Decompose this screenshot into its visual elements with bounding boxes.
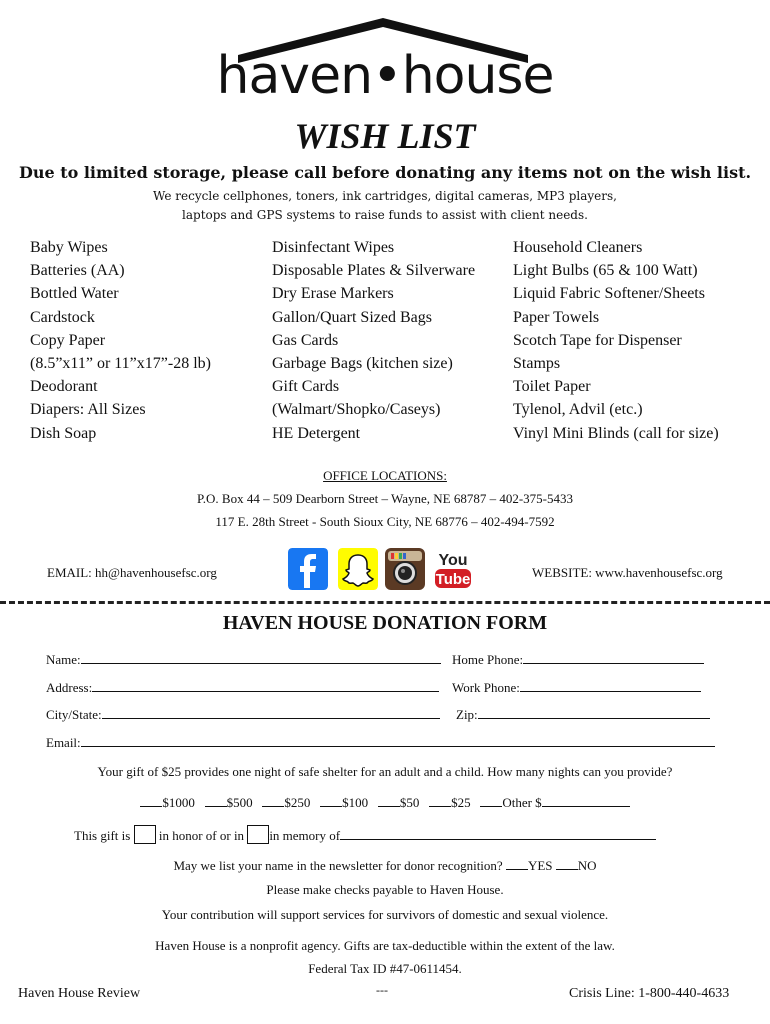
facebook-icon[interactable] xyxy=(288,548,328,590)
address-input-line[interactable] xyxy=(92,679,439,692)
list-item: Gift Cards xyxy=(272,378,340,396)
city-state-field xyxy=(46,706,440,723)
office-locations xyxy=(0,464,770,533)
amount-1000-blank[interactable] xyxy=(140,795,162,807)
list-item: Disposable Plates & Silverware xyxy=(272,262,476,280)
list-item: Dry Erase Markers xyxy=(272,285,394,303)
office-south-sioux-city: 117 E. 28th Street - South Sioux City, NE 68776 – 402-494-7592 xyxy=(215,514,555,529)
newsletter-yes-label: YES xyxy=(527,858,553,873)
storage-notice: Due to limited storage, please call before donating any items not on the wish list. xyxy=(18,163,752,182)
wishlist-column-2 xyxy=(272,236,475,445)
list-item: Vinyl Mini Blinds (call for size) xyxy=(513,424,719,442)
amount-25-label: $25 xyxy=(451,795,471,810)
memory-input-line[interactable] xyxy=(340,827,656,840)
list-item: Baby Wipes xyxy=(30,239,108,256)
list-item: Light Bulbs (65 & 100 Watt) xyxy=(513,262,698,280)
office-locations-heading: OFFICE LOCATIONS: xyxy=(323,468,447,483)
list-item: Batteries (AA) xyxy=(30,262,125,280)
home-phone-field xyxy=(452,651,704,668)
footer-crisis-line: Crisis Line: 1-800-440-4633 xyxy=(569,986,730,1001)
memory-checkbox[interactable] xyxy=(247,825,269,844)
instagram-icon[interactable] xyxy=(385,548,425,590)
tax-id-note: Federal Tax ID #47-0611454. xyxy=(308,961,462,976)
list-item: Tylenol, Advil (etc.) xyxy=(513,401,643,419)
list-item: Dish Soap xyxy=(30,424,97,442)
newsletter-yes-blank[interactable] xyxy=(506,858,528,870)
city-state-input-line[interactable] xyxy=(102,706,440,719)
list-item: Gallon/Quart Sized Bags xyxy=(272,308,432,326)
amount-50-label: $50 xyxy=(399,795,420,810)
newsletter-row xyxy=(0,858,770,874)
youtube-you-text: You xyxy=(438,552,468,569)
list-item: (8.5”x11” or 11”x17”-28 lb) xyxy=(30,355,211,373)
nonprofit-note: Haven House is a nonprofit agency. Gifts are tax-deductible within the extent of the law. xyxy=(155,938,615,953)
newsletter-no-label: NO xyxy=(577,858,597,873)
checks-payable-note: Please make checks payable to Haven House. xyxy=(266,882,504,897)
contact-email[interactable]: EMAIL: hh@havenhousefsc.org xyxy=(47,565,217,580)
list-item: Gas Cards xyxy=(272,331,339,349)
haven-house-logo: haven•house xyxy=(216,46,554,106)
address-label: Address: xyxy=(46,680,93,695)
home-phone-input-line[interactable] xyxy=(523,651,704,664)
honor-checkbox[interactable] xyxy=(134,825,156,844)
name-input-line[interactable] xyxy=(81,651,441,664)
amount-500-label: $500 xyxy=(226,795,253,810)
amount-1000-label: $1000 xyxy=(162,795,195,810)
work-phone-field xyxy=(452,679,701,696)
recycle-line-1: We recycle cellphones, toners, ink cartridges, digital cameras, MP3 players, xyxy=(153,189,617,203)
youtube-icon[interactable] xyxy=(433,548,473,590)
newsletter-no-blank[interactable] xyxy=(556,858,578,870)
name-label: Name: xyxy=(46,652,81,667)
email-field xyxy=(46,734,715,751)
donation-form-title: HAVEN HOUSE DONATION FORM xyxy=(222,612,548,634)
youtube-tube-text: Tube xyxy=(435,571,471,588)
email-input-line[interactable] xyxy=(81,734,715,747)
gift-is-label: This gift is xyxy=(74,828,131,843)
address-field xyxy=(46,679,439,696)
list-item: Bottled Water xyxy=(30,285,119,303)
list-item: Stamps xyxy=(513,355,561,373)
amount-250-label: $250 xyxy=(284,795,311,810)
gift-dedication-row xyxy=(74,825,656,844)
amount-50-blank[interactable] xyxy=(378,795,400,807)
amount-other-input-line[interactable] xyxy=(542,794,630,807)
zip-label: Zip: xyxy=(456,707,478,722)
page-title: WISH LIST xyxy=(294,116,476,156)
email-label: Email: xyxy=(46,735,81,750)
list-item: Liquid Fabric Softener/Sheets xyxy=(513,285,705,303)
gift-amount-options xyxy=(0,794,770,811)
list-item: Household Cleaners xyxy=(513,239,643,256)
list-item: Garbage Bags (kitchen size) xyxy=(272,355,453,373)
footer-publication: Haven House Review xyxy=(18,986,141,1001)
amount-other-label: Other $ xyxy=(502,795,542,810)
memory-label: in memory of xyxy=(269,828,341,843)
list-item: (Walmart/Shopko/Caseys) xyxy=(272,401,441,419)
list-item: Disinfectant Wipes xyxy=(272,239,395,256)
support-note: Your contribution will support services for survivors of domestic and sexual violence. xyxy=(161,907,609,922)
contact-website[interactable]: WEBSITE: www.havenhousefsc.org xyxy=(532,565,723,580)
wishlist-column-3 xyxy=(513,236,719,445)
amount-100-blank[interactable] xyxy=(320,795,342,807)
newsletter-prompt: May we list your name in the newsletter for donor recognition? xyxy=(173,858,503,873)
honor-label: in honor of or in xyxy=(158,828,245,843)
amount-250-blank[interactable] xyxy=(262,795,284,807)
amount-25-blank[interactable] xyxy=(429,795,451,807)
recycle-note xyxy=(0,187,770,225)
amount-500-blank[interactable] xyxy=(205,795,227,807)
snapchat-icon[interactable] xyxy=(338,548,378,590)
amount-other-blank[interactable] xyxy=(480,795,502,807)
amount-100-label: $100 xyxy=(342,795,369,810)
list-item: Copy Paper xyxy=(30,331,106,349)
list-item: Paper Towels xyxy=(513,308,600,326)
list-item: Toilet Paper xyxy=(513,378,591,396)
list-item: Diapers: All Sizes xyxy=(30,401,146,419)
list-item: Deodorant xyxy=(30,378,98,396)
list-item: HE Detergent xyxy=(272,424,361,442)
list-item: Cardstock xyxy=(30,308,95,326)
list-item: Scotch Tape for Dispenser xyxy=(513,331,682,349)
name-field xyxy=(46,651,441,668)
office-wayne: P.O. Box 44 – 509 Dearborn Street – Wayne, NE 68787 – 402-375-5433 xyxy=(196,491,574,506)
footer-page-marker: --- xyxy=(376,983,388,997)
cut-line-divider xyxy=(0,601,770,604)
home-phone-label: Home Phone: xyxy=(452,652,524,667)
zip-input-line[interactable] xyxy=(478,706,710,719)
zip-field xyxy=(456,706,710,723)
recycle-line-2: laptops and GPS systems to raise funds to assist with client needs. xyxy=(182,208,588,222)
wishlist-column-1 xyxy=(30,236,211,445)
work-phone-label: Work Phone: xyxy=(452,680,520,695)
city-state-label: City/State: xyxy=(46,707,102,722)
work-phone-input-line[interactable] xyxy=(520,679,701,692)
gift-prompt: Your gift of $25 provides one night of safe shelter for an adult and a child. How many nights can you provide? xyxy=(97,764,673,779)
